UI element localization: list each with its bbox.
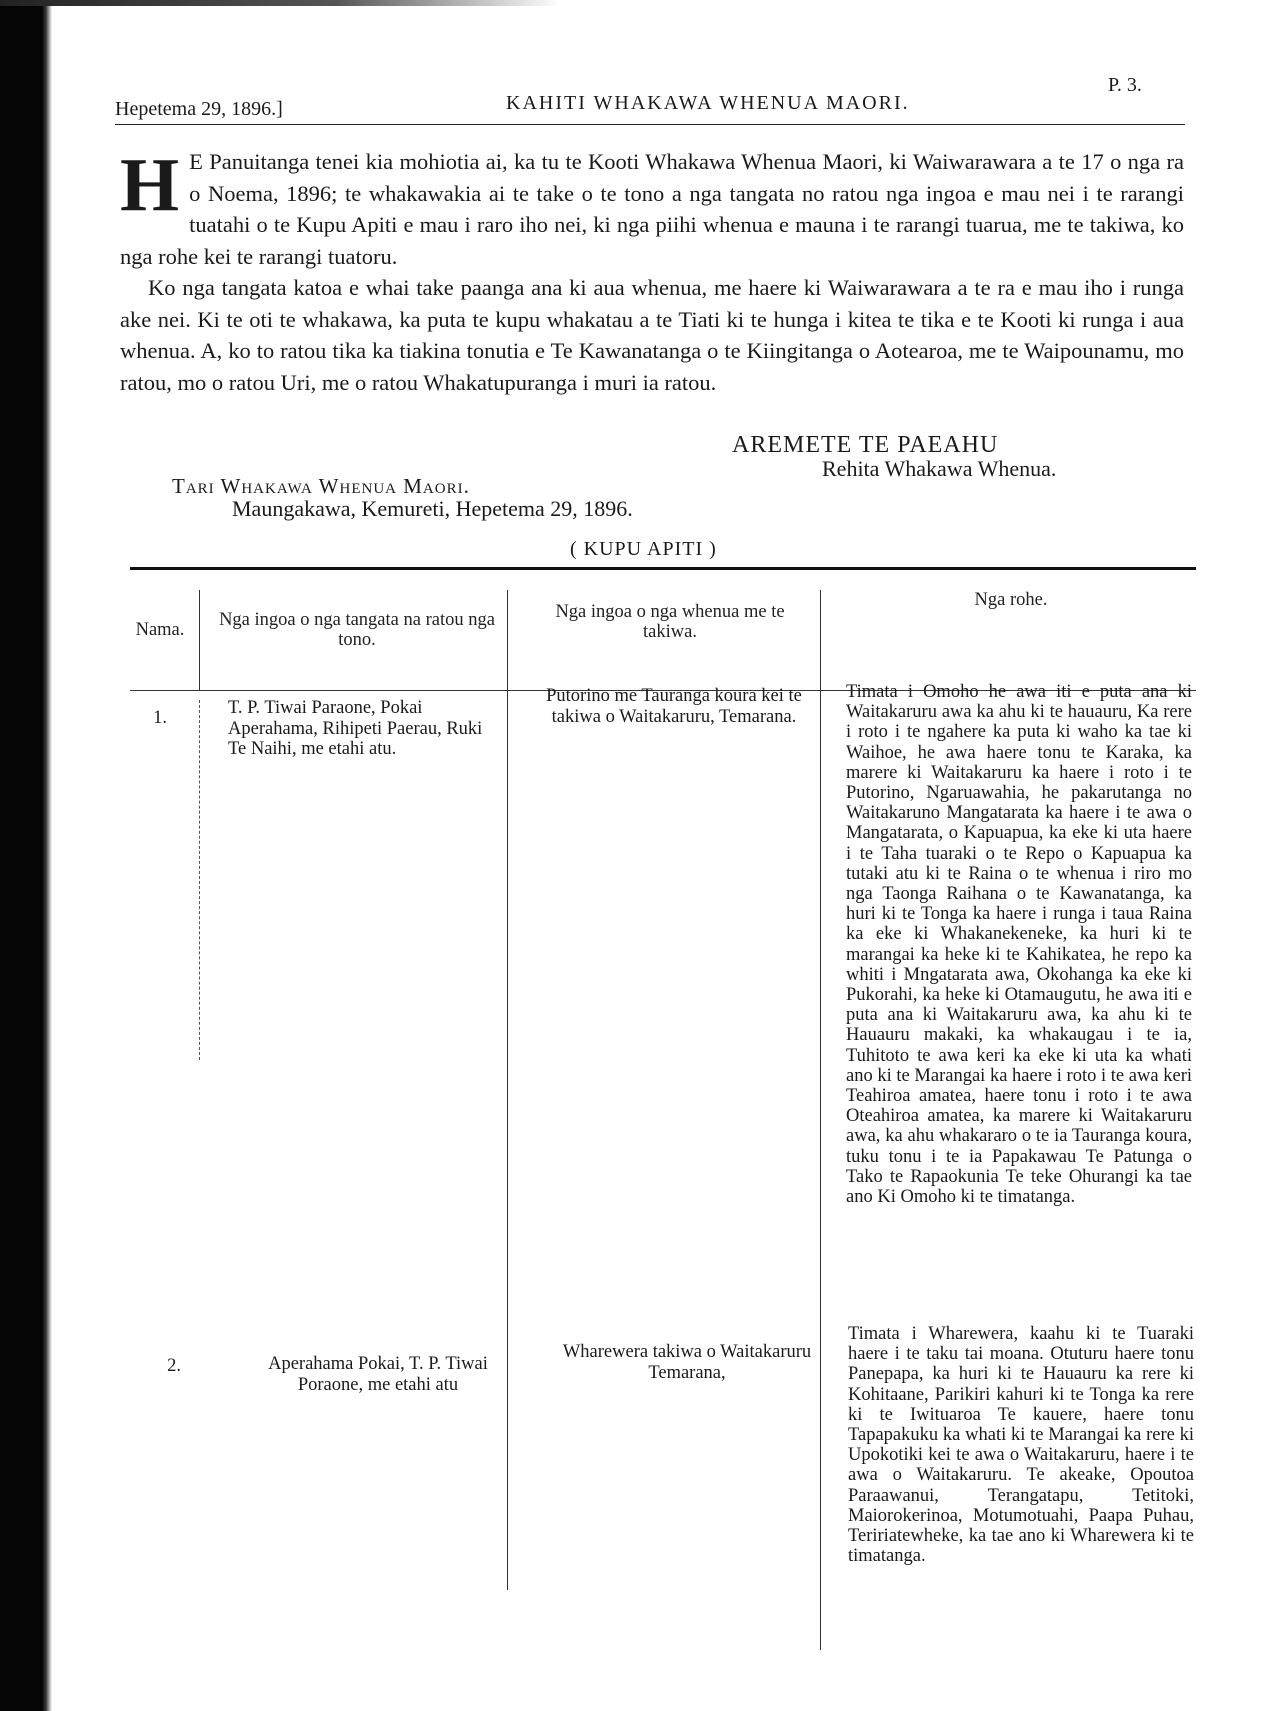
signatory-name: AREMETE TE PAEAHU — [732, 432, 999, 458]
row-2-boundaries: Timata i Wharewera, kaahu ki te Tuaraki haere i te taku tai moana. Otuturu haere tonu Panepapa, ka huri ki te Hauauru ka rere ki Kohitaane, Parikiri kahuri ki te Tonga ka rere ki te Iwituaroa Te kauere, haere tonu Tapapakuku ka whati ki te Marangai ka rere ki Upokotiki kei te awa o Waitakaruru, haere i te awa o Waitakaruru. Te akeake, Opoutoa Paraawanui, Terangatapu, Tetitoki, Maiorokerinoa, Motumotuahi, Paapa Puhau, Teririatewheke, ka tae ano ki Wharewera ki te timatanga. — [848, 1324, 1194, 1567]
row-1-lands: Putorino me Tauranga koura kei te takiwa o Waitakaruru, Temarana. — [546, 686, 802, 727]
column-divider-1-body — [199, 700, 200, 1060]
header-date: Hepetema 29, 1896.] — [115, 98, 283, 120]
column-divider-2-head — [507, 590, 508, 690]
notice-body — [120, 143, 1184, 398]
scan-top-smudge — [0, 0, 560, 6]
column-divider-3-body — [820, 690, 821, 1650]
header-number: Nama. — [135, 620, 185, 640]
notice-paragraph-2: Ko nga tangata katoa e whai take paanga ana ki aua whenua, me haere ki Waiwarawara a te ra e mau iho i runga ake nei. Ki te oti te whakawa, ka puta te kupu whakatau a te Tiati ki te hunga i kitea te tika e te Kooti ki runga i aua whenua. A, ko to ratou tika ka tiakina tonutia e Te Kawanatanga o te Kiingitanga o Aotearoa, me te Waipounamu, mo ratou, mo o ratou Uri, me o ratou Whakatupuranga i muri ia ratou. — [120, 275, 1184, 395]
notice-paragraph-1 — [120, 143, 1184, 272]
header-lands: Nga ingoa o nga whenua me te takiwa. — [555, 602, 785, 642]
header-claimants: Nga ingoa o nga tangata na ratou nga tono. — [219, 610, 495, 650]
page-number: P. 3. — [1108, 74, 1142, 96]
row-1-claimants: T. P. Tiwai Paraone, Pokai Aperahama, Rihipeti Paerau, Ruki Te Naihi, me etahi atu. — [228, 698, 483, 759]
schedule-top-rule — [130, 567, 1196, 570]
row-1-number: 1. — [153, 708, 167, 728]
drop-cap: H — [120, 143, 180, 227]
office-name: Tari Whakawa Whenua Maori. — [172, 474, 470, 498]
schedule-title: ( KUPU APITI ) — [570, 538, 717, 560]
header-rule — [115, 124, 1185, 125]
column-divider-3-head — [820, 590, 821, 690]
row-2-claimants: Aperahama Pokai, T. P. Tiwai Poraone, me etahi atu — [268, 1354, 488, 1395]
row-2-lands: Wharewera takiwa o Waitakaruru Temarana, — [562, 1342, 812, 1383]
office-place-date: Maungakawa, Kemureti, Hepetema 29, 1896. — [232, 496, 633, 521]
notice-paragraph-1-text: E Panuitanga tenei kia mohiotia ai, ka tu te Kooti Whakawa Whenua Maori, ki Waiwarawara a te 17 o nga ra o Noema, 1896; te whakawakia ai te take o te tono a nga tangata no ratou nga ingoa e mau nei i te rarangi tuatahi o te Kupu Apiti e mau i raro iho nei, ki nga piihi whenua e mauna i te rarangi tuarua, me te takiwa, ko nga rohe kei te rarangi tuatoru. — [120, 149, 1184, 269]
header-title: KAHITI WHAKAWA WHENUA MAORI. — [506, 92, 910, 114]
scan-edge-shadow — [0, 0, 52, 1711]
header-boundaries: Nga rohe. — [974, 590, 1048, 610]
column-divider-1-head — [199, 590, 200, 690]
signatory-title: Rehita Whakawa Whenua. — [822, 456, 1057, 481]
row-2-number: 2. — [167, 1356, 181, 1376]
row-1-boundaries: Timata i Omoho he awa iti e puta ana ki Waitakaruru awa ka ahu ki te hauauru, Ka rere i roto i te ngahere ka puta ki waho ka tae ki Waihoe, he awa haere tonu te Karaka, ka marere ki Waitakaruru ka haere i roto i te Putorino, Ngaruawahia, he pakarutanga no Waitakaruno Mangatarata ka haere i te awa o Mangatarata, o Kapuapua, ka eke ki uta haere i te Taha tuaraki o te Repo o Kapuapua ka tutaki atu ki te Raina o te whenua i riro mo nga Taonga Raihana o te Kawanatanga, ka huri ki te Tonga ka haere i runga i taua Raina ka eke ki Whakanekeneke, ka huri ki te marangai ka heke ki te Kahikatea, he repo ka whiti i Mngatarata awa, Okohanga ka eke ki Pukorahi, ka heke ki Otamaugutu, he awa iti e puta ana ki Waitakaruru awa, ka ahu ki te Hauauru makaki, ka whakaugau i te ia, Tuhitoto te awa keri ka eke ki uta ka whati ano ki te Marangai ka haere i roto i te awa keri Teahiroa amatea, haere tonu i roto i te awa Oteahiroa amatea, ka marere ki Waitakaruru awa, ka ahu whakararo o te ia Tauranga koura, tuku tonu i te ia Papakawau Te Patunga o Tako te Rapaokunia Te teke Ohurangi ka tae ano Ki Omoho ki te timatanga. — [846, 682, 1192, 1208]
column-divider-2-body — [507, 690, 508, 1590]
